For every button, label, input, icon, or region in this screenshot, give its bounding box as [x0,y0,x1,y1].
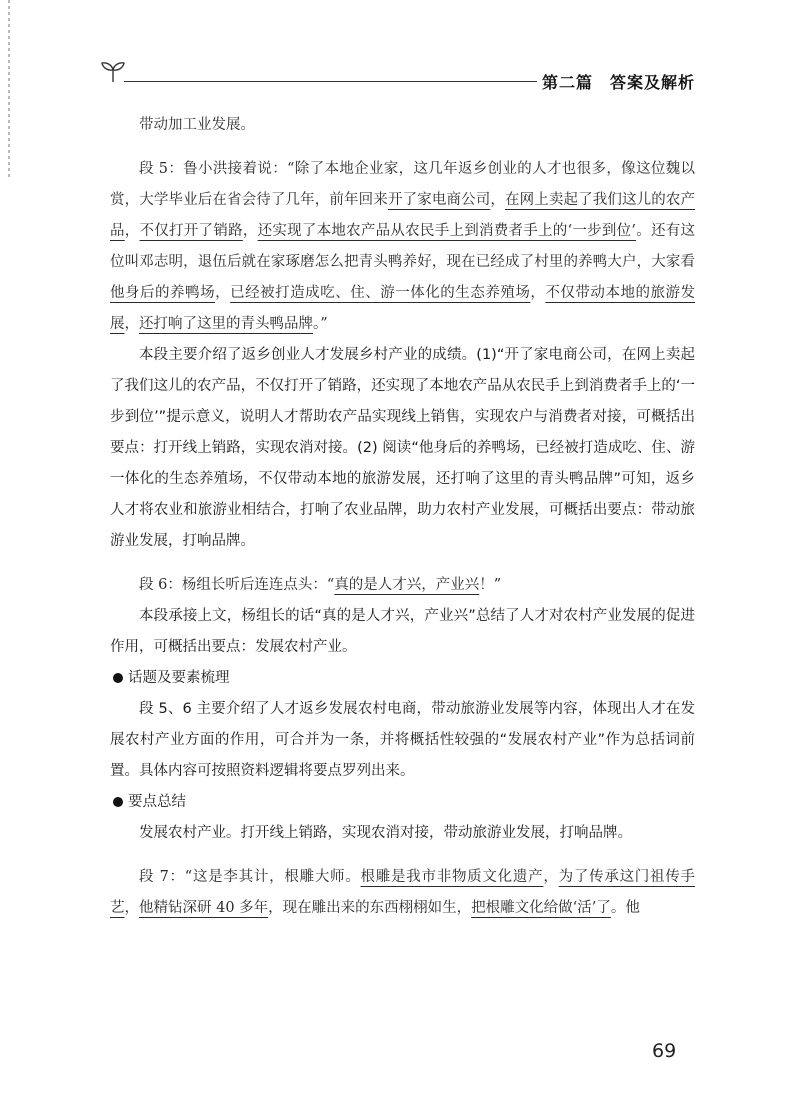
source-paragraph-5: 段 5：鲁小洪接着说：“除了本地企业家，这几年返乡创业的人才也很多，像这位魏以赏，大学毕业后在省会待了几年，前年回来开了家电商公司，在网上卖起了我们这儿的农产品，不仅打开了销路，还实现了本地农产品从农民手上到消费者手上的‘一步到位’。还有这位叫邓志明，退伍后就在家琢磨怎么把青头鸭养好，现在已经成了村里的养鸭大户，大家看他身后的养鸭场，已经被打造成吃、住、游一体化的生态养殖场，不仅带动本地的旅游发展，还打响了这里的青头鸭品牌。” [110,161,696,332]
header-rule [124,81,537,82]
source-paragraph-7: 段 7：“这是李其计，根雕大师。根雕是我市非物质文化遗产，为了传承这门祖传手艺，他精钻深研 40 多年，现在雕出来的东西栩栩如生，把根雕文化给做‘活’了。他 [110,869,696,916]
analysis-paragraph-5: 本段主要介绍了返乡创业人才发展乡村产业的成绩。(1)“开了家电商公司，在网上卖起了我们这儿的农产品，不仅打开了销路，还实现了本地农产品从农民手上到消费者手上的‘一步到位’”提示意义，说明人才帮助农产品实现线上销售，实现农户与消费者对接，可概括出要点：打开线上销路，实现农消对接。(2) 阅读“他身后的养鸭场，已经被打造成吃、住、游一体化的生态养殖场，不仅带动本地的旅游发展，还打响了这里的青头鸭品牌”可知，返乡人才将农业和旅游业相结合，打响了农业品牌，助力农村产业发展，可概括出要点：带动旅游业发展，打响品牌。 [110,347,695,549]
key-phrase: 不仅带动本地的旅游发展 [110,285,696,332]
analysis-paragraph-6: 本段承接上文，杨组长的话“真的是人才兴，产业兴”总结了人才对农村产业发展的促进作用，可概括出要点：发展农村产业。 [110,608,695,655]
key-phrase: 在网上卖起了我们这儿的农产品 [110,192,696,239]
page-header [0,0,800,100]
key-phrase: 不仅打开了销路 [139,223,243,239]
key-phrase: 开了家电商公司 [387,192,491,208]
key-phrase: 还实现了本地农产品从农民手上到消费者手上的‘一步到位’ [257,223,637,239]
page-number: 69 [652,1040,677,1062]
key-phrase: 把根雕文化给做‘活’了 [471,900,611,916]
page-body [110,110,695,924]
key-phrase: 根雕是我市非物质文化遗产 [360,869,544,885]
source-paragraph-6: 段 6：杨组长听后连连点头：“真的是人才兴，产业兴！” [139,577,502,593]
continued-text: 带动加工业发展。 [139,117,255,133]
key-phrase: 还打响了这里的青头鸭品牌 [139,316,313,332]
key-phrase: 他精钻深研 40 多年 [139,900,269,916]
key-phrase: 已经被打造成吃、住、游一体化的生态养殖场 [230,285,531,301]
topic-text: 段 5、6 主要介绍了人才返乡发展农村电商，带动旅游业发展等内容，体现出人才在发展农村产业方面的作用，可合并为一条，并将概括性较强的“发展农村产业”作为总括词前置。具体内容可按照资料逻辑将要点罗列出来。 [110,701,695,779]
summary-text: 发展农村产业。打开线上销路，实现农消对接，带动旅游业发展，打响品牌。 [139,825,632,841]
topic-heading: 话题及要素梳理 [110,663,695,694]
summary-heading: 要点总结 [110,787,695,818]
section-title: 第二篇 答案及解析 [542,73,696,92]
key-phrase: 他身后的养鸭场 [110,285,216,301]
bullet-icon [113,797,123,807]
bullet-icon [113,673,123,683]
key-phrase: 为了传承这门祖传手艺 [110,869,696,916]
key-phrase: 真的是人才兴，产业兴 [334,577,480,593]
sprout-icon [100,58,126,84]
